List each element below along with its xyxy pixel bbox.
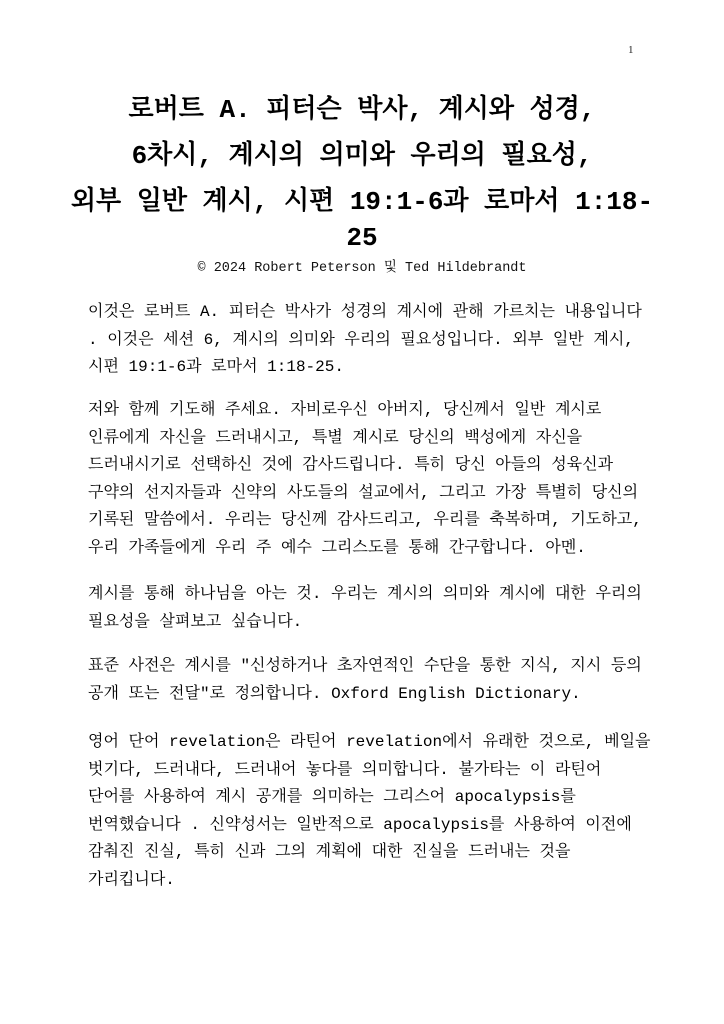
paragraph-line: 계시를 통해 하나님을 아는 것. 우리는 계시의 의미와 계시에 대한 우리의 [88, 585, 642, 603]
paragraph-introduction [88, 299, 688, 382]
paragraph-line: 영어 단어 revelation은 라틴어 revelation에서 유래한 것으로, 베일을 [88, 733, 651, 751]
title-line: 6차시, 계시의 의미와 우리의 필요성, [131, 141, 593, 171]
paragraph-dictionary-definition [88, 653, 688, 708]
paragraph-line: 시편 19:1-6과 로마서 1:18-25. [88, 358, 344, 377]
paragraph-line: 단어를 사용하여 계시 공개를 의미하는 그리스어 apocalypsis를 [88, 788, 576, 807]
paragraph-line: 공개 또는 전달"로 정의합니다. Oxford English Dictionary. [88, 684, 581, 703]
paragraph-line: 이것은 로버트 A. 피터슨 박사가 성경의 계시에 관해 가르치는 내용입니다 [88, 303, 642, 321]
paragraph-line: 인류에게 자신을 드러내시고, 특별 계시로 당신의 백성에게 자신을 [88, 428, 583, 447]
title-line: 25 [346, 223, 378, 253]
paragraph-line: 벗기다, 드러내다, 드러내어 놓다를 의미합니다. 불가타는 이 라틴어 [88, 760, 602, 779]
paragraph-line: 저와 함께 기도해 주세요. 자비로우신 아버지, 당신께서 일반 계시로 [88, 401, 602, 419]
paragraph-knowing-god [88, 581, 688, 636]
paragraph-line: 드러내시기로 선택하신 것에 감사드립니다. 특히 당신 아들의 성육신과 [88, 456, 614, 475]
paragraph-line: 필요성을 살펴보고 싶습니다. [88, 612, 303, 631]
document-title [0, 87, 724, 261]
paragraph-line: 표준 사전은 계시를 "신성하거나 초자연적인 수단을 통한 지식, 지시 등의 [88, 657, 642, 675]
paragraph-line: . 이것은 세션 6, 계시의 의미와 우리의 필요성입니다. 외부 일반 계시, [88, 330, 634, 349]
paragraph-line: 감춰진 진실, 특히 신과 그의 계획에 대한 진실을 드러내는 것을 [88, 843, 571, 862]
page-number: 1 [628, 44, 634, 56]
paragraph-line: 가리킵니다. [88, 870, 175, 889]
title-line: 외부 일반 계시, 시편 19:1-6과 로마서 1:18- [70, 187, 654, 217]
copyright-notice: © 2024 Robert Peterson 및 Ted Hildebrandt [197, 261, 527, 276]
paragraph-line: 구약의 선지자들과 신약의 사도들의 설교에서, 그리고 가장 특별히 당신의 [88, 483, 639, 502]
paragraph-line: 번역했습니다 . 신약성서는 일반적으로 apocalypsis를 사용하여 이전에 [88, 815, 632, 834]
paragraph-etymology [88, 729, 688, 895]
title-line: 로버트 A. 피터슨 박사, 계시와 성경, [128, 95, 596, 125]
paragraph-prayer [88, 397, 688, 563]
paragraph-line: 우리 가족들에게 우리 주 예수 그리스도를 통해 간구합니다. 아멘. [88, 538, 586, 557]
paragraph-line: 기록된 말씀에서. 우리는 당신께 감사드리고, 우리를 축복하며, 기도하고, [88, 511, 642, 530]
